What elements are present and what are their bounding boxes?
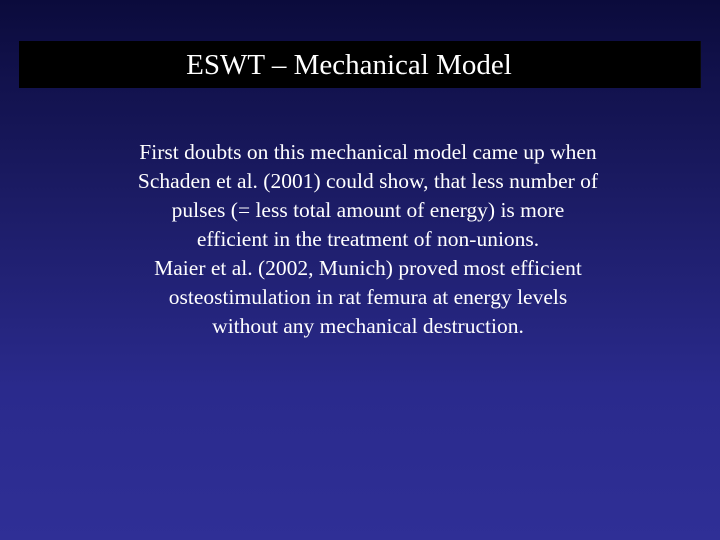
paragraph-maier: Maier et al. (2002, Munich) proved most efficient osteostimulation in rat femura at energy levels without any mechanical destruction. [154,256,582,338]
paragraph-schaden: First doubts on this mechanical model came up when Schaden et al. (2001) could show, that less number of pulses (= less total amount of energy) is more efficient in the treatment of non-unions. [137,140,599,251]
title-bar [19,41,701,88]
slide-body [135,138,601,341]
slide-title: ESWT – Mechanical Model [186,49,512,81]
